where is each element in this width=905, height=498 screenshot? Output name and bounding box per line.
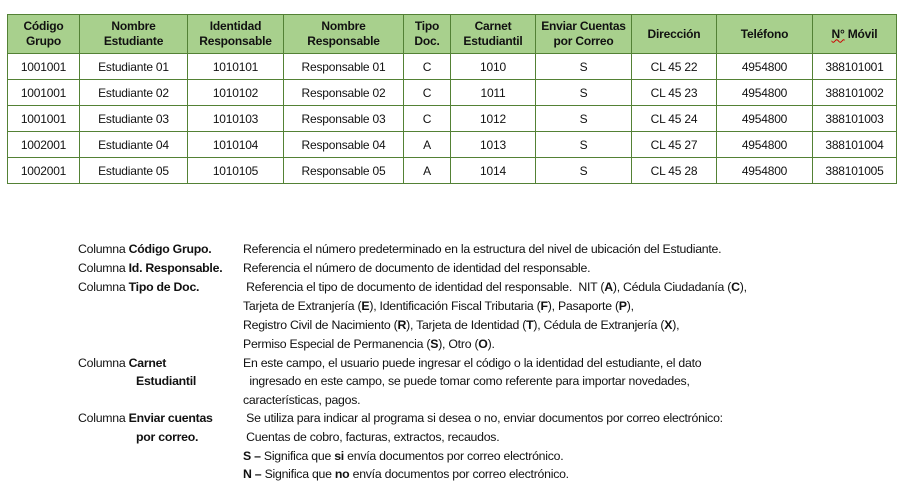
table-cell: S — [536, 132, 632, 158]
note-description — [243, 337, 495, 351]
text-segment: ), Cédula de Extranjería ( — [533, 318, 665, 332]
table-cell: CL 45 28 — [632, 158, 717, 184]
note-description — [243, 280, 747, 294]
table-cell: Estudiante 04 — [80, 132, 188, 158]
table-cell: 388101002 — [813, 80, 897, 106]
table-row — [8, 80, 897, 106]
table-cell: 388101004 — [813, 132, 897, 158]
text-segment: Columna — [78, 411, 129, 425]
column-header-text: Nombre — [111, 19, 156, 33]
note-label — [78, 280, 199, 294]
table-cell: 1011 — [451, 80, 536, 106]
note-label — [78, 411, 213, 425]
note-description — [243, 374, 690, 388]
table-cell: Responsable 05 — [284, 158, 404, 184]
note-description — [243, 318, 679, 332]
column-header — [813, 15, 897, 54]
bold-text: Carnet — [128, 356, 167, 370]
table-cell: C — [404, 106, 451, 132]
bold-text: E — [361, 299, 370, 313]
note-label — [78, 356, 166, 370]
table-cell: 388101001 — [813, 54, 897, 80]
bold-text: F — [540, 299, 548, 313]
text-segment: Referencia el número de documento de identidad del responsable. — [243, 261, 591, 275]
text-segment: características, pagos. — [243, 393, 361, 407]
text-segment: ). — [487, 337, 495, 351]
table-row — [8, 54, 897, 80]
table-cell: Responsable 04 — [284, 132, 404, 158]
table-cell: 4954800 — [717, 158, 813, 184]
column-header-text: Doc. — [414, 34, 440, 48]
table-cell: 4954800 — [717, 80, 813, 106]
note-description — [243, 299, 634, 313]
note-description — [243, 242, 721, 256]
table-cell: 1010101 — [188, 54, 284, 80]
table-cell: 1002001 — [8, 158, 80, 184]
text-segment: envía documentos por correo electrónico. — [349, 467, 569, 481]
table-cell: A — [404, 158, 451, 184]
table-cell: 1010102 — [188, 80, 284, 106]
text-segment: ), — [739, 280, 747, 294]
bold-text: Estudiantil — [136, 374, 197, 388]
note-description — [243, 467, 569, 481]
table-cell: S — [536, 54, 632, 80]
table-cell: 1012 — [451, 106, 536, 132]
table-cell: S — [536, 106, 632, 132]
note-label — [136, 374, 196, 388]
table-cell: Estudiante 03 — [80, 106, 188, 132]
text-segment: Registro Civil de Nacimiento ( — [243, 318, 398, 332]
note-label — [78, 242, 211, 256]
column-header — [536, 15, 632, 54]
table-cell: 1002001 — [8, 132, 80, 158]
column-header-text: Código — [23, 19, 64, 33]
column-header — [404, 15, 451, 54]
table-cell: Responsable 03 — [284, 106, 404, 132]
table-cell: S — [536, 158, 632, 184]
bold-text: R — [397, 318, 407, 332]
bold-text: S – — [243, 449, 264, 463]
column-header — [80, 15, 188, 54]
table-cell: C — [404, 80, 451, 106]
note-description — [243, 430, 499, 444]
text-segment: Referencia el tipo de documento de identidad del responsable. NIT ( — [243, 280, 605, 294]
column-header — [188, 15, 284, 54]
students-table — [7, 14, 897, 184]
text-segment: Columna — [78, 280, 129, 294]
column-header-text: por Correo — [553, 34, 614, 48]
bold-text: Código Grupo. — [128, 242, 212, 256]
text-segment: Tarjeta de Extranjería ( — [243, 299, 362, 313]
table-cell: CL 45 22 — [632, 54, 717, 80]
text-segment: envía documentos por correo electrónico. — [343, 449, 564, 463]
column-header-text: Estudiante — [103, 34, 164, 48]
note-description — [243, 393, 360, 407]
column-header — [632, 15, 717, 54]
column-header-text: Teléfono — [740, 26, 789, 41]
text-segment: En este campo, el usuario puede ingresar el código o la identidad del estudiante, el dato — [243, 356, 702, 370]
bold-text: Id. Responsable. — [128, 261, 223, 275]
column-header — [8, 15, 80, 54]
text-segment: ), Identificación Fiscal Tributaria ( — [369, 299, 541, 313]
text-segment: ingresado en este campo, se puede tomar como referente para importar novedades, — [243, 374, 690, 388]
table-cell: CL 45 24 — [632, 106, 717, 132]
column-header — [717, 15, 813, 54]
text-segment: Columna — [78, 261, 129, 275]
table-cell: 1013 — [451, 132, 536, 158]
bold-text: si — [334, 449, 344, 463]
table-cell: 1010103 — [188, 106, 284, 132]
table-cell: 388101003 — [813, 106, 897, 132]
table-cell: 1010105 — [188, 158, 284, 184]
bold-text: O — [478, 337, 488, 351]
table-cell: Estudiante 05 — [80, 158, 188, 184]
table-cell: 1014 — [451, 158, 536, 184]
note-description — [243, 261, 590, 275]
column-header-text: Grupo — [26, 34, 61, 48]
note-description — [243, 411, 723, 425]
column-header-text: Estudiantil — [463, 34, 523, 48]
text-segment: Significa que — [263, 449, 335, 463]
column-header — [284, 15, 404, 54]
text-segment: ), Pasaporte ( — [547, 299, 619, 313]
bold-text: C — [731, 280, 740, 294]
bold-text: T — [526, 318, 534, 332]
text-segment: ), Otro ( — [438, 337, 479, 351]
column-header-text: Carnet — [474, 19, 512, 33]
note-description — [243, 356, 701, 370]
text-segment: ), — [626, 299, 634, 313]
table-cell: C — [404, 54, 451, 80]
table-row — [8, 132, 897, 158]
note-label — [78, 261, 222, 275]
column-header-text: Identidad — [209, 19, 262, 33]
table-row — [8, 106, 897, 132]
table-cell: A — [404, 132, 451, 158]
text-segment: Referencia el número predeterminado en la estructura del nivel de ubicación del Estudiante. — [243, 242, 722, 256]
table-row — [8, 158, 897, 184]
table-cell: CL 45 23 — [632, 80, 717, 106]
bold-text: por correo. — [136, 430, 199, 444]
column-header — [451, 15, 536, 54]
table-cell: 1001001 — [8, 54, 80, 80]
table-cell: Responsable 01 — [284, 54, 404, 80]
table-cell: 1010 — [451, 54, 536, 80]
note-description — [243, 449, 563, 463]
table-cell: 1001001 — [8, 106, 80, 132]
column-header-text: Responsable — [199, 34, 272, 48]
text-segment: ), Cédula Ciudadanía ( — [612, 280, 732, 294]
table-cell: 1001001 — [8, 80, 80, 106]
column-header-text: N° Móvil — [831, 26, 878, 41]
bold-text: N – — [243, 467, 265, 481]
text-segment: ), — [672, 318, 680, 332]
table-cell: 4954800 — [717, 54, 813, 80]
table-cell: Estudiante 02 — [80, 80, 188, 106]
text-segment: Significa que — [264, 467, 335, 481]
table-cell: 4954800 — [717, 106, 813, 132]
bold-text: Enviar cuentas — [128, 411, 213, 425]
bold-text: S — [430, 337, 439, 351]
table-cell: Estudiante 01 — [80, 54, 188, 80]
bold-text: no — [334, 467, 350, 481]
table-cell: Responsable 02 — [284, 80, 404, 106]
table-cell: 1010104 — [188, 132, 284, 158]
text-segment: ), Tarjeta de Identidad ( — [406, 318, 527, 332]
bold-text: Tipo de Doc. — [128, 280, 200, 294]
bold-text: X — [664, 318, 673, 332]
text-segment: Permiso Especial de Permanencia ( — [243, 337, 431, 351]
note-label — [136, 430, 198, 444]
column-header-text: Tipo — [414, 19, 440, 33]
text-segment: Columna — [78, 356, 129, 370]
text-segment: Se utiliza para indicar al programa si desea o no, enviar documentos por correo electrónico: — [243, 411, 723, 425]
bold-text: A — [604, 280, 613, 294]
table-cell: CL 45 27 — [632, 132, 717, 158]
table-cell: 4954800 — [717, 132, 813, 158]
text-segment: Columna — [78, 242, 129, 256]
column-header-text: Nombre — [321, 19, 366, 33]
bold-text: P — [618, 299, 627, 313]
column-header-text: Dirección — [647, 26, 701, 41]
column-header-text: Enviar Cuentas — [541, 19, 626, 33]
table-header-row — [8, 15, 897, 54]
text-segment: Cuentas de cobro, facturas, extractos, recaudos. — [243, 430, 500, 444]
table-cell: 388101005 — [813, 158, 897, 184]
column-header-text: Responsable — [307, 34, 380, 48]
table-cell: S — [536, 80, 632, 106]
